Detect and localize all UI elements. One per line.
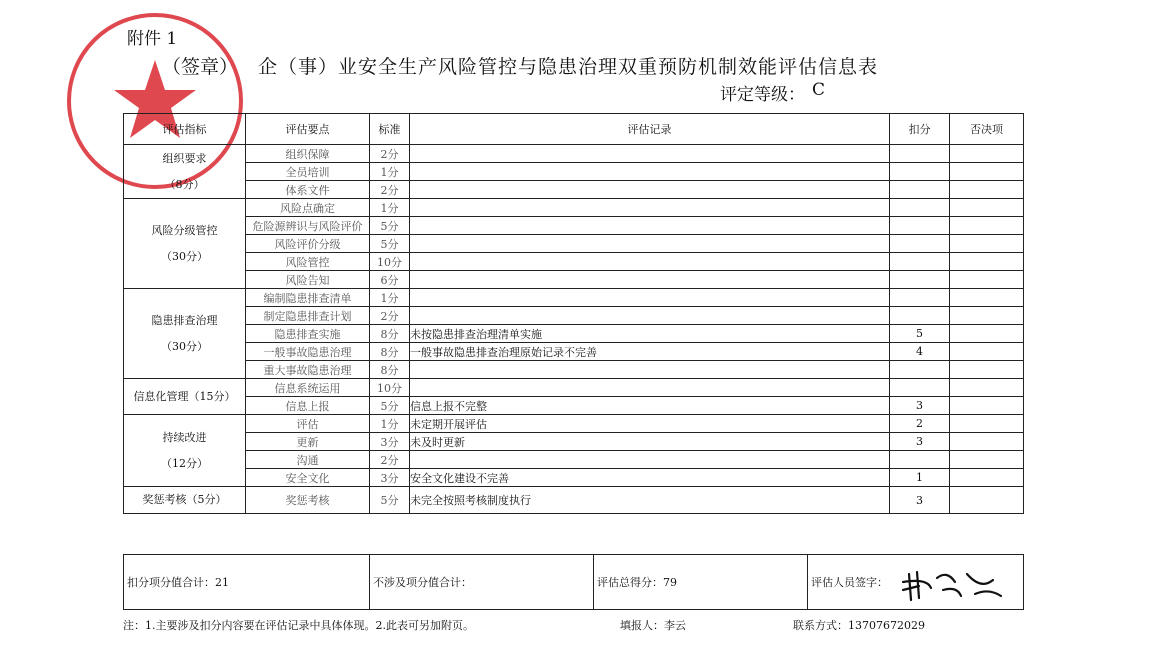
indicator-cell [124, 145, 246, 199]
evaluation-record [410, 217, 890, 235]
table-row [124, 379, 1024, 397]
evaluation-record [410, 253, 890, 271]
deduction-value: 3 [890, 487, 950, 514]
veto-cell [950, 361, 1024, 379]
standard-score: 8分 [370, 325, 410, 343]
table-row [124, 163, 1024, 181]
grade-label: 评定等级： [720, 85, 805, 105]
evaluation-record: 未完全按照考核制度执行 [410, 487, 890, 514]
evaluation-point: 风险告知 [246, 271, 370, 289]
deduction-value: 4 [890, 343, 950, 361]
table-body [124, 145, 1024, 514]
evaluation-record [410, 451, 890, 469]
deduction-value [890, 379, 950, 397]
deduction-value: 2 [890, 415, 950, 433]
indicator-name: 组织要求 [162, 151, 207, 165]
total-score: 评估总得分：79 [594, 555, 808, 610]
evaluation-point: 制定隐患排查计划 [246, 307, 370, 325]
standard-score: 6分 [370, 271, 410, 289]
filler-name: 填报人：李云 [620, 619, 686, 632]
evaluation-point: 重大事故隐患治理 [246, 361, 370, 379]
col-header-point: 评估要点 [246, 114, 370, 145]
evaluation-record [410, 379, 890, 397]
table-row [124, 307, 1024, 325]
evaluation-record [410, 289, 890, 307]
table-row [124, 397, 1024, 415]
standard-score: 5分 [370, 487, 410, 514]
deduction-value: 1 [890, 469, 950, 487]
table-row [124, 217, 1024, 235]
evaluation-point: 信息上报 [246, 397, 370, 415]
deduction-value [890, 289, 950, 307]
deduction-value [890, 271, 950, 289]
evaluation-record: 信息上报不完整 [410, 397, 890, 415]
indicator-name: 风险分级管控 [151, 223, 218, 237]
standard-score: 5分 [370, 217, 410, 235]
evaluation-point: 组织保障 [246, 145, 370, 163]
table-row [124, 289, 1024, 307]
evaluation-record [410, 307, 890, 325]
evaluation-point: 编制隐患排查清单 [246, 289, 370, 307]
deduction-value: 3 [890, 433, 950, 451]
evaluation-table [123, 113, 1024, 514]
table-row [124, 451, 1024, 469]
indicator-cell [124, 199, 246, 289]
evaluation-point: 风险管控 [246, 253, 370, 271]
indicator-cell [124, 289, 246, 379]
indicator-cell [124, 415, 246, 487]
deduction-value: 5 [890, 325, 950, 343]
evaluation-record [410, 181, 890, 199]
evaluation-record: 未按隐患排查治理清单实施 [410, 325, 890, 343]
deduction-value [890, 253, 950, 271]
deduction-value [890, 163, 950, 181]
standard-score: 1分 [370, 199, 410, 217]
evaluation-point: 奖惩考核 [246, 487, 370, 514]
veto-cell [950, 433, 1024, 451]
table-row [124, 433, 1024, 451]
veto-cell [950, 199, 1024, 217]
standard-score: 5分 [370, 235, 410, 253]
table-row [124, 145, 1024, 163]
table-row [124, 415, 1024, 433]
indicator-name: 信息化管理（15分） [133, 389, 236, 403]
deduct-total: 扣分项分值合计：21 [124, 555, 370, 610]
indicator-cell [124, 487, 246, 514]
veto-cell [950, 217, 1024, 235]
evaluation-point: 隐患排查实施 [246, 325, 370, 343]
evaluation-point: 安全文化 [246, 469, 370, 487]
standard-score: 2分 [370, 451, 410, 469]
table-header-row [124, 114, 1024, 145]
evaluation-record [410, 361, 890, 379]
evaluation-record [410, 145, 890, 163]
evaluation-record: 安全文化建设不完善 [410, 469, 890, 487]
evaluator-signature-label: 评估人员签字： [808, 555, 1024, 610]
evaluation-point: 信息系统运用 [246, 379, 370, 397]
indicator-score: （30分） [161, 339, 208, 353]
standard-score: 2分 [370, 145, 410, 163]
veto-cell [950, 289, 1024, 307]
veto-cell [950, 451, 1024, 469]
veto-cell [950, 325, 1024, 343]
veto-cell [950, 145, 1024, 163]
table-row [124, 325, 1024, 343]
evaluation-point: 更新 [246, 433, 370, 451]
deduction-value [890, 235, 950, 253]
standard-score: 8分 [370, 343, 410, 361]
standard-score: 1分 [370, 289, 410, 307]
footnote: 注：1.主要涉及扣分内容要在评估记录中具体体现。2.此表可另加附页。 [123, 619, 474, 632]
evaluation-point: 风险评价分级 [246, 235, 370, 253]
standard-score: 2分 [370, 307, 410, 325]
standard-score: 3分 [370, 469, 410, 487]
not-applicable-total: 不涉及项分值合计： [370, 555, 594, 610]
sign-label: （签章） [162, 56, 239, 78]
deduction-value: 3 [890, 397, 950, 415]
summary-row [124, 555, 1024, 610]
col-header-standard: 标准 [370, 114, 410, 145]
contact-phone: 联系方式：13707672029 [793, 619, 925, 632]
deduction-value [890, 451, 950, 469]
deduction-value [890, 145, 950, 163]
veto-cell [950, 397, 1024, 415]
standard-score: 3分 [370, 433, 410, 451]
standard-score: 1分 [370, 415, 410, 433]
deduction-value [890, 181, 950, 199]
page-title: 企（事）业安全生产风险管控与隐患治理双重预防机制效能评估信息表 [258, 56, 879, 78]
col-header-record: 评估记录 [410, 114, 890, 145]
col-header-deduction: 扣分 [890, 114, 950, 145]
evaluation-record: 一般事故隐患排查治理原始记录不完善 [410, 343, 890, 361]
table-row [124, 199, 1024, 217]
grade-value: C [812, 80, 826, 100]
veto-cell [950, 181, 1024, 199]
evaluation-record: 未定期开展评估 [410, 415, 890, 433]
evaluation-record: 未及时更新 [410, 433, 890, 451]
table-row [124, 487, 1024, 514]
evaluation-point: 沟通 [246, 451, 370, 469]
indicator-name: 持续改进 [162, 430, 207, 444]
indicator-score: （8分） [164, 177, 205, 191]
standard-score: 5分 [370, 397, 410, 415]
veto-cell [950, 307, 1024, 325]
evaluation-record [410, 235, 890, 253]
table-row [124, 469, 1024, 487]
veto-cell [950, 235, 1024, 253]
veto-cell [950, 487, 1024, 514]
col-header-indicator: 评估指标 [124, 114, 246, 145]
evaluation-point: 一般事故隐患治理 [246, 343, 370, 361]
veto-cell [950, 415, 1024, 433]
table-row [124, 343, 1024, 361]
evaluator-signature [897, 560, 1007, 608]
veto-cell [950, 253, 1024, 271]
veto-cell [950, 163, 1024, 181]
indicator-score: （30分） [161, 249, 208, 263]
evaluation-point: 风险点确定 [246, 199, 370, 217]
deduction-value [890, 199, 950, 217]
evaluation-point: 危险源辨识与风险评价 [246, 217, 370, 235]
standard-score: 1分 [370, 163, 410, 181]
table-row [124, 253, 1024, 271]
deduction-value [890, 361, 950, 379]
indicator-score: （12分） [161, 456, 208, 470]
indicator-name: 隐患排查治理 [151, 313, 218, 327]
deduction-value [890, 307, 950, 325]
table-row [124, 361, 1024, 379]
evaluation-point: 评估 [246, 415, 370, 433]
attachment-label: 附件 1 [127, 29, 178, 49]
table-row [124, 235, 1024, 253]
veto-cell [950, 379, 1024, 397]
evaluation-record [410, 163, 890, 181]
table-row [124, 271, 1024, 289]
standard-score: 2分 [370, 181, 410, 199]
standard-score: 10分 [370, 379, 410, 397]
evaluation-point: 体系文件 [246, 181, 370, 199]
col-header-veto: 否决项 [950, 114, 1024, 145]
standard-score: 8分 [370, 361, 410, 379]
standard-score: 10分 [370, 253, 410, 271]
deduction-value [890, 217, 950, 235]
summary-table [123, 554, 1024, 610]
veto-cell [950, 271, 1024, 289]
evaluation-record [410, 199, 890, 217]
indicator-name: 奖惩考核（5分） [142, 493, 227, 506]
veto-cell [950, 469, 1024, 487]
evaluation-point: 全员培训 [246, 163, 370, 181]
indicator-cell [124, 379, 246, 415]
evaluation-record [410, 271, 890, 289]
veto-cell [950, 343, 1024, 361]
table-row [124, 181, 1024, 199]
